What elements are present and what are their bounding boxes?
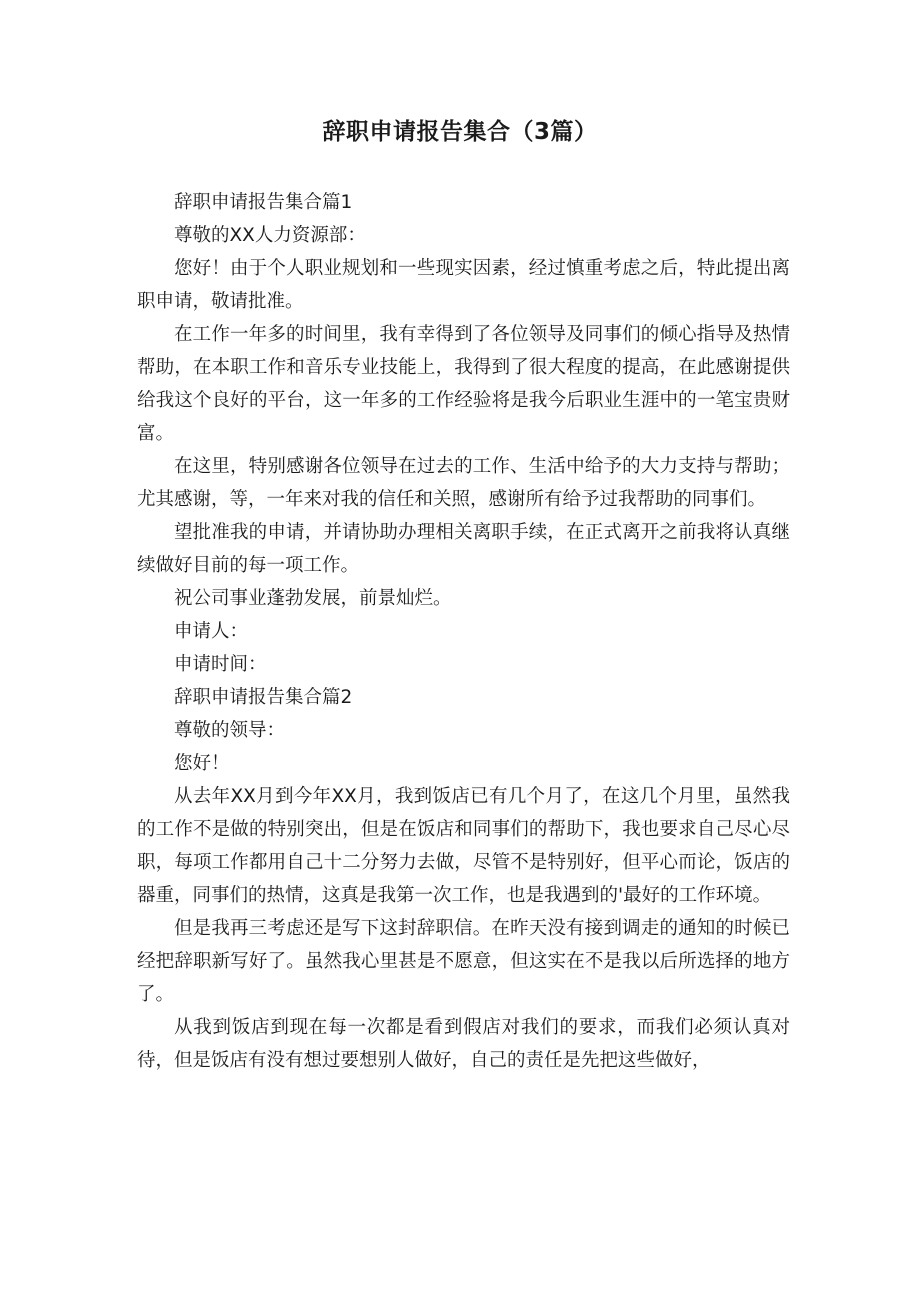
paragraph: 您好！由于个人职业规划和一些现实因素，经过慎重考虑之后，特此提出离职申请，敬请批准。 — [137, 258, 790, 312]
document-body — [137, 186, 790, 1077]
paragraph: 在这里，特别感谢各位领导在过去的工作、生活中给予的大力支持与帮助；尤其感谢，等，一年来对我的信任和关照，感谢所有给予过我帮助的同事们。 — [137, 456, 790, 510]
paragraph: 但是我再三考虑还是写下这封辞职信。在昨天没有接到调走的通知的时候已经把辞职新写好了。虽然我心里甚是不愿意，但这实在不是我以后所选择的地方了。 — [137, 918, 790, 1005]
section-heading-2: 辞职申请报告集合篇2 — [174, 687, 353, 708]
section-heading-1: 辞职申请报告集合篇1 — [174, 192, 353, 213]
application-date-label: 申请时间： — [174, 654, 267, 675]
paragraph: 从去年XX月到今年XX月，我到饭店已有几个月了，在这几个月里，虽然我的工作不是做的特别突出，但是在饭店和同事们的帮助下，我也要求自己尽心尽职，每项工作都用自己十二分努力去做，尽管不是特别好，但平心而论，饭店的器重，同事们的热情，这真是我第一次工作，也是我遇到的'最好的工作环境。 — [137, 786, 790, 906]
paragraph: 望批准我的申请，并请协助办理相关离职手续，在正式离开之前我将认真继续做好目前的每一项工作。 — [137, 522, 790, 576]
document-title: 辞职申请报告集合（3篇） — [322, 119, 598, 145]
closing-wish: 祝公司事业蓬勃发展，前景灿烂。 — [174, 588, 452, 609]
salutation: 尊敬的领导： — [174, 720, 286, 741]
applicant-label: 申请人： — [174, 621, 249, 642]
paragraph: 在工作一年多的时间里，我有幸得到了各位领导及同事们的倾心指导及热情帮助，在本职工作和音乐专业技能上，我得到了很大程度的提高，在此感谢提供给我这个良好的平台，这一年多的工作经验将是我今后职业生涯中的一笔宝贵财富。 — [137, 324, 790, 444]
paragraph: 从我到饭店到现在每一次都是看到假店对我们的要求，而我们必须认真对待，但是饭店有没有想过要想别人做好，自己的责任是先把这些做好， — [137, 1017, 790, 1071]
salutation: 尊敬的XX人力资源部： — [174, 225, 366, 246]
greeting: 您好！ — [174, 753, 230, 774]
